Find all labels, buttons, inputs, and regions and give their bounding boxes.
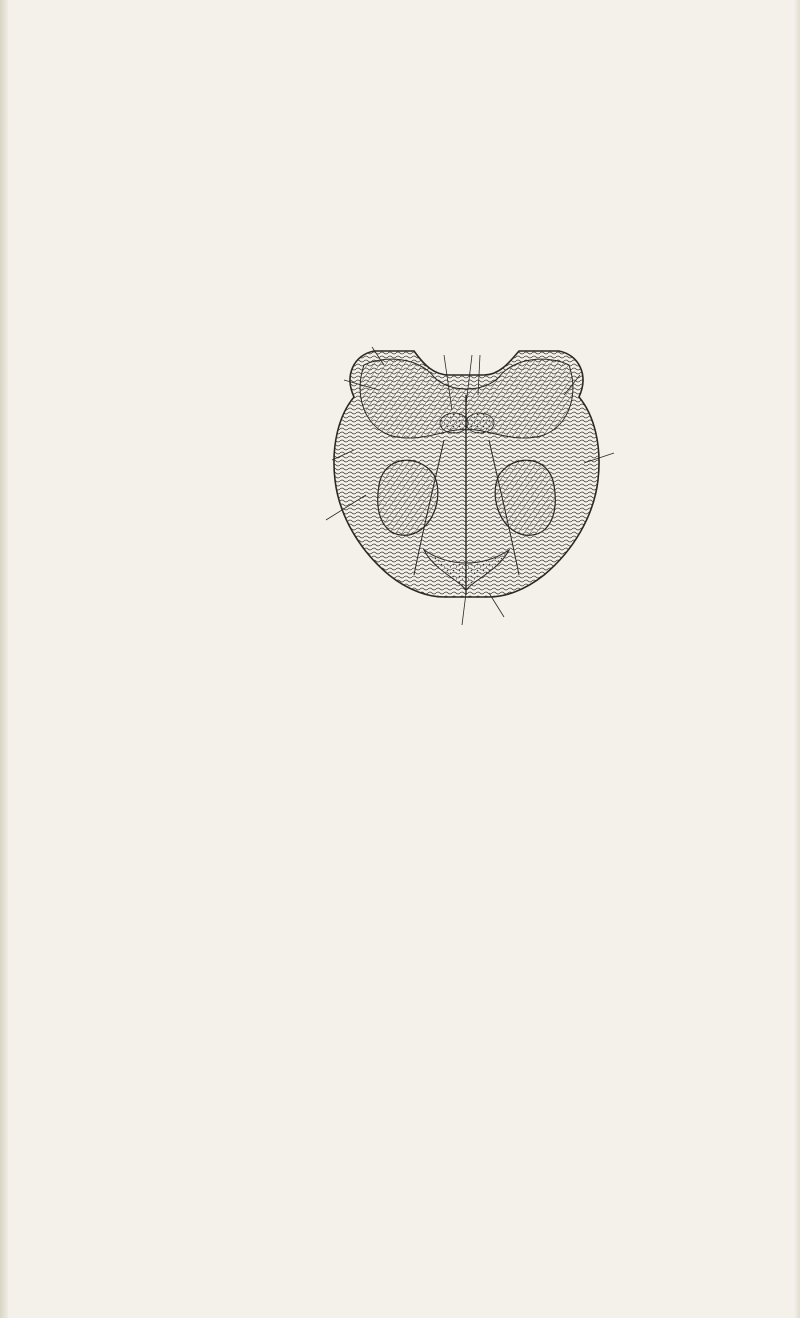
- hypoglossus-nucleus: [440, 413, 468, 433]
- oblongata-cross-section-illustration: [284, 335, 704, 631]
- hypoglossus-nucleus-right: [466, 413, 494, 433]
- figure-25: [284, 335, 704, 631]
- page-header: [230, 52, 786, 82]
- page-edge-shadow: [0, 0, 8, 1318]
- page-edge-right: [794, 0, 800, 1318]
